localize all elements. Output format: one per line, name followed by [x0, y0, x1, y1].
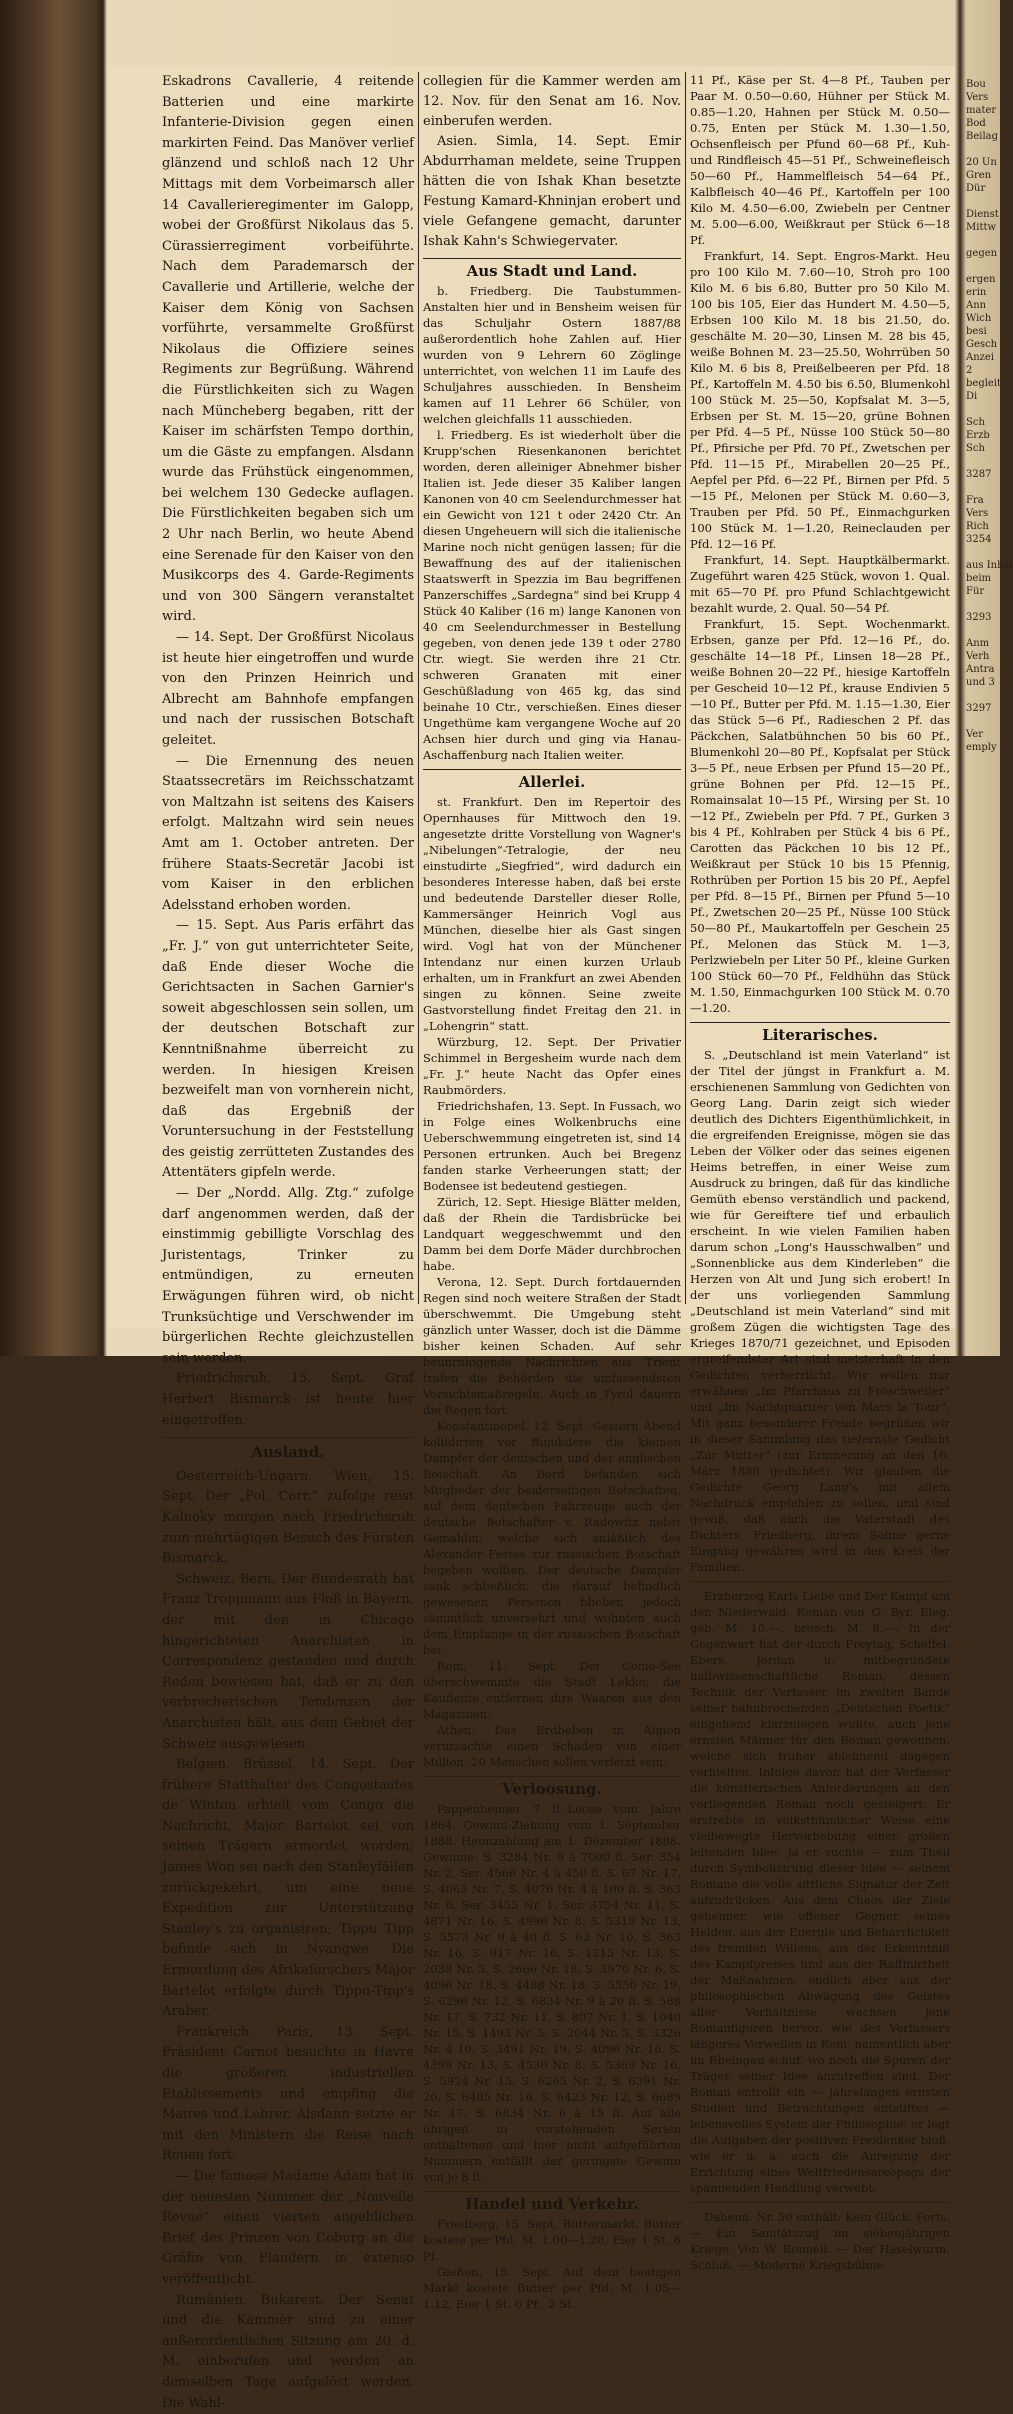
- paragraph: — 15. Sept. Aus Paris erfährt das „Fr. J.“ von gut unterrichteter Seite, daß Ende dieser Woche die Gerichtsacten in Sachen Garnier's soweit abgeschlossen sein sollen, um der deutschen Botschaft zur Kenntnißnahme überreicht zu werden. In hiesigen Kreisen bezweifelt man von vornherein nicht, daß das Ergebniß der Voruntersuchung in der Feststellung des geistig zerrütteten Zustandes des Attentäters gipfeln werde.: [162, 918, 414, 1181]
- divider: [690, 2202, 950, 2203]
- edge-fragment: 3287: [966, 469, 992, 480]
- edge-fragment: Anzei: [966, 352, 995, 363]
- column-middle: [423, 72, 681, 2311]
- adjacent-page-edge-text: [966, 78, 1013, 754]
- edge-fragment: [966, 234, 1000, 247]
- section-heading-allerlei: Allerlei.: [423, 769, 681, 790]
- edge-fragment: 3293: [966, 612, 992, 623]
- edge-fragment: [966, 143, 1000, 156]
- edge-fragment: [966, 715, 1000, 728]
- paragraph: Konstantinopel, 12. Sept. Gestern Abend kollidirten vor Bujukdere die kleinen Dampfer der deutschen und der englischen Botschaft. An Bord befanden sich Mitglieder der beiderseitigen Botschaften, auf dem deutschen Fahrzeuge auch der deutsche Botschafter v. Radowitz nebst Gemahlin, welche sich anläßlich des Alexander Festes zur russischen Botschaft begeben wollten. Der deutsche Dampfer sank schließlich, die darauf befindlich gewesenen Personen blieben jedoch sämmtlich unversehrt und wohnten auch dem Empfange in der russischen Botschaft bei.: [423, 1419, 681, 1657]
- edge-fragment: und 3: [966, 677, 995, 688]
- paragraph: — Die Ernennung des neuen Staatssecretärs im Reichsschatzamt von Maltzahn ist seitens des Kaisers erfolgt. Maltzahn wird sein neues Amt am 1. October antreten. Der frühere Staats-Secretär Jacobi ist vom Kaiser in den erblichen Adelsstand erhoben worden.: [162, 753, 414, 913]
- edge-fragment: Bod: [966, 118, 986, 129]
- paragraph: Frankreich. Paris, 13. Sept. Präsident Carnot besuchte in Havre die größeren industriellen Etablissements und empfing die Maires und Lehrer. Alsdann setzte er mit den Ministern die Reise nach Rouen fort.: [162, 2024, 414, 2164]
- paragraph: Zürich, 12. Sept. Hiesige Blätter melden, daß der Rhein die Tardisbrücke bei Landquart weggeschwemmt und den Damm bei dem Dorfe Mäder durchbrochen habe.: [423, 1195, 681, 1273]
- paragraph: Eskadrons Cavallerie, 4 reitende Batterien und eine markirte Infanterie-Division gegen einen markirten Feind. Das Manöver verlief glänzend und schloß nach 12 Uhr Mittags mit dem Vorbeimarsch aller 14 Cavallerieregimenter im Galopp, wobei der Großfürst Nikolaus das 5. Cürassierregiment vorbeiführte. Nach dem Parademarsch der Cavallerie und Artillerie, welche der Kaiser dem König von Sachsen vorführte, versammelte Großfürst Nikolaus die Offiziere seines Regiments zur Begrüßung. Während die Fürstlichkeiten sich zu Wagen nach Müncheberg begaben, ritt der Kaiser im schärfsten Tempo dorthin, um die Gäste zu empfangen. Alsdann wurde das Frühstück eingenommen, bei welchem 130 Gedecke auflagen. Die Fürstlichkeiten begaben sich um 2 Uhr nach Berlin, wo heute Abend eine Serenade für den Kaiser von den Musikcorps des 4. Garde-Regiments und von 300 Sängern veranstaltet wird.: [162, 74, 414, 625]
- edge-fragment: Vers: [966, 92, 989, 103]
- paragraph: 11 Pf., Käse per St. 4—8 Pf., Tauben per Paar M. 0.50—0.60, Hühner per Stück M. 0.85—1.20, Hahnen per Stück M. 0.50—0.75, Enten per Stück M. 1.30—1.50, Ochsenfleisch per Pfund 60—68 Pf., Kuh- und Rindfleisch 45—51 Pf., Schweinefleisch 50—60 Pf., Hammelfleisch 54—64 Pf., Kalbfleisch 40—46 Pf., Kartoffeln per 100 Kilo M. 4.50—6.00, Zwiebeln per Centner M. 5.00—6.00, Weißkraut per Stück 6—18 Pf.: [690, 73, 950, 247]
- edge-fragment: 20 Un: [966, 157, 997, 168]
- edge-fragment: Ann: [966, 300, 987, 311]
- edge-fragment: Gren: [966, 170, 992, 181]
- paragraph: Gießen, 15. Sept. Auf dem heutigen Markt kostete Butter per Pfd. M. 1.05—1.12, Eier 1 St. 6 Pf., 2 St.: [423, 2265, 681, 2311]
- paragraph: Frankfurt, 14. Sept. Hauptkälbermarkt. Zugeführt waren 425 Stück, wovon 1. Qual. mit 65—70 Pf. pro Pfund Schlachtgewicht bezahlt wurde, 2. Qual. 50—54 Pf.: [690, 553, 950, 615]
- edge-fragment: Verh: [966, 651, 990, 662]
- edge-fragment: Beilag: [966, 131, 999, 142]
- section-heading-stadt-und-land: Aus Stadt und Land.: [423, 258, 681, 279]
- edge-fragment: [966, 689, 1000, 702]
- edge-fragment: Ver: [966, 729, 984, 740]
- edge-fragment: begleit: [966, 378, 1002, 389]
- paragraph: collegien für die Kammer werden am 12. Nov. für den Senat am 16. Nov. einberufen werden.: [423, 74, 681, 129]
- edge-fragment: Bou: [966, 79, 986, 90]
- paragraph: Verona, 12. Sept. Durch fortdauernden Regen sind noch weitere Straßen der Stadt überschwemmt. Die Umgebung steht gänzlich unter Wasser, doch ist die Dämme bisher keinen Schaden. Auf sehr beunruhigende Nachrichten aus Trient trafen die Behörden die umfassendsten Vorsichtsmaßregeln. Auch in Tyrol dauern die Regen fort.: [423, 1275, 681, 1417]
- paragraph: Rom, 11. Sept. Der Como-See überschwemmte die Stadt Lekko; die Kaufleute entfernen ihre Waaren aus den Magazinen.: [423, 1659, 681, 1721]
- paragraph: — Der „Nordd. Allg. Ztg.“ zufolge darf angenommen werden, daß der einstimmig gebilligte Vorschlag des Juristentags, Trinker zu entmündigen, zu erneuten Erwägungen führen wird, ob nicht Trunksüchtige und Verschwender im bürgerlichen Rechte gleichzustellen sein werden.: [162, 1186, 414, 1366]
- edge-fragment: 2: [966, 365, 973, 376]
- paragraph: b. Friedberg. Die Taubstummen-Anstalten hier und in Bensheim weisen für das Schuljahr Ostern 1887/88 außerordentlich hohe Zahlen auf. Hier wurden von 9 Lehrern 60 Zöglinge unterrichtet, von welchen 11 im Laufe des Schuljahres ausschieden. In Bensheim kamen auf 11 Lehrer 66 Schüler, von welchen gleichfalls 11 ausschieden.: [423, 284, 681, 426]
- edge-fragment: ergen: [966, 274, 996, 285]
- section-heading-ausland: Ausland.: [162, 1437, 414, 1463]
- edge-fragment: 3254: [966, 534, 992, 545]
- paragraph: S. „Deutschland ist mein Vaterland“ ist der Titel der jüngst in Frankfurt a. M. erschienenen Sammlung von Gedichten von Georg Lang. Darin zeigt sich wieder deutlich des Dichters Eigenthümlichkeit, in die ergreifenden Ereignisse, mögen sie das Leben der Völker oder das seines eigenen Heims betreffen, in einer Weise zum Ausdruck zu bringen, daß für das kindliche Gemüth ebenso verständlich und packend, wie für Gereiftere tief und erbaulich erscheint. In wie vielen Familien haben darum schon „Long's Hausschwalben“ und „Sonnenblicke aus dem Kinderleben“ die Herzen von Alt und Jung sich erobert! In der uns vorliegenden Sammlung „Deutschland ist mein Vaterland“ sind mit großem Zügen die wichtigsten Tage des Krieges 1870/71 gezeichnet, und Episoden ergreifendster Art sind meisterhaft in den Gedichten verherrlicht. Wir wollen nur erwähnen „Im Pfarrhaus zu Fröschweiler“ und „Im Nachtquartier von Mars la Tour“. Mit ganz besonderer Freude begrüßen wir in dieser Sammlung das tiefernste Gedicht „Zur Mutter“ (zur Erinnerung an den 16. März 1888 gedichtet). Wir glauben die Gedichte Georg Lang's mit allem Nachdruck empfehlen zu sollen, und sind gewiß, daß auch die Vaterstadt des Dichters, Friedberg, ihrem Sohne gerne Eingang gewähren wird in den Kreis der Familien.: [690, 1048, 950, 1574]
- column-right: [690, 72, 950, 2272]
- divider: [690, 1581, 950, 1582]
- edge-fragment: Mittw: [966, 222, 997, 233]
- edge-fragment: [966, 624, 1000, 637]
- paragraph: — 14. Sept. Der Großfürst Nicolaus ist heute hier eingetroffen und wurde von den Prinzen Heinrich und Albrecht am Bahnhofe empfangen und nach der russischen Botschaft geleitet.: [162, 630, 414, 748]
- paragraph: Frankfurt, 14. Sept. Engros-Markt. Heu pro 100 Kilo M. 7.60—10, Stroh pro 100 Kilo M. 6 bis 6.80, Butter pro 50 Kilo M. 100 bis 105, Eier das Hundert M. 4.50—5, Erbsen 100 Kilo M. 18 bis 21.50, do. geschälte M. 20—30, Linsen M. 28 bis 45, weiße Bohnen M. 23—25.50, Wohrrüben 50 Kilo M. 6 bis 8, Preißelbeeren per Pfd. 18 Pf., Kartoffeln M. 4.50 bis 6.50, Blumenkohl 100 Stück M. 25—50, Kopfsalat M. 3—5, Erbsen per St. M. 15—20, grüne Bohnen per Pfd. 4—5 Pf., Nüsse 100 Stück 50—80 Pf., Pfirsiche per Pfd. 70 Pf., Zwetschen per Pfd. 11—15 Pf., Mirabellen 20—25 Pf., Aepfel per Pfd. 6—22 Pf., Birnen per Pfd. 5—15 Pf., Melonen per Stück M. 0.60—3, Trauben per Pfd. 50 Pf., Einmachgurken 100 Stück M. 1—1.20, Reineclauden per Pfd. 12—16 Pf.: [690, 249, 950, 551]
- edge-fragment: [966, 546, 1000, 559]
- paragraph: Rumänien. Bukarest. Der Senat und die Kammer sind zu einer außerordentlichen Sitzung am 20. d. M. einberufen und werden an demselben Tage aufgelöst werden. Die Wahl-: [162, 2292, 414, 2411]
- paragraph: Oesterreich-Ungarn. Wien, 15. Sept. Der „Pol. Corr.“ zufolge reist Kalnoky morgen nach Friedrichsruh zum mehrtägigen Besuch des Fürsten Bismarck.: [162, 1468, 414, 1567]
- column-left: [162, 72, 414, 2411]
- edge-fragment: Für: [966, 586, 985, 597]
- edge-fragment: Rich: [966, 521, 989, 532]
- edge-fragment: Sch: [966, 443, 985, 454]
- edge-fragment: Fra: [966, 495, 984, 506]
- edge-fragment: Anm: [966, 638, 990, 649]
- edge-fragment: Di: [966, 391, 978, 402]
- edge-fragment: besi: [966, 326, 987, 337]
- paragraph: Athen. Das Erdbeben in Aigion verursachte einen Schaden von einer Million. 20 Menschen sollen verletzt sein.: [423, 1723, 681, 1769]
- paragraph: Pappenheimer 7 fl.-Loose vom Jahre 1864. Gewinn-Ziehung vom 1. September 1888. Heimzahlung am 1. Dezember 1888. Gewinne: S. 3284 Nr. 9 à 7000 fl. Ser. 354 Nr. 2, Ser. 4566 Nr. 4 à 450 fl. S. 67 Nr. 17, S. 4065 Nr. 7, S. 4076 Nr. 4 à 100 fl. S. 363 Nr. 6, Ser. 3455 Nr. 1, Ser. 3754 Nr. 11, S. 4871 Nr. 16, S. 4996 Nr. 8, S. 5319 Nr. 13, S. 5573 Nr. 9 à 40 fl. S. 62 Nr. 10, S. 363 Nr. 16, S. 917 Nr. 16, S. 1215 Nr. 13, S. 2038 Nr. 5, S. 2666 Nr. 18, S. 3970 Nr. 6, S. 4096 Nr. 18, S. 4488 Nr. 18, S. 5550 Nr. 19, S. 6296 Nr. 12, S. 6834 Nr. 9 à 20 fl. S. 588 Nr. 17, S. 732 Nr. 11, S. 807 Nr. 1, S. 1040 Nr. 15, S. 1493 Nr. 5, S. 2044 Nr. 5, S. 3326 Nr. 4 10, S. 3491 Nr. 19, S. 4096 Nr. 16, S. 4399 Nr. 13, S. 4530 Nr. 8, S. 5369 Nr. 16, S. 5924 Nr. 15, S. 6265 Nr. 2, S. 6391 Nr. 20, S. 6405 Nr. 16, S. 6423 Nr. 12, S. 6689 Nr. 17, S. 6834 Nr. 6 à 15 fl. Auf alle übrigen in vorstehenden Serien enthaltenen und hier nicht aufgeführten Nummern entfällt der geringste Gewinn von je 8 fl.: [423, 1802, 681, 2184]
- edge-fragment: erin: [966, 287, 987, 298]
- section-heading-verloosung: Verloosung.: [423, 1776, 681, 1797]
- edge-fragment: Antra: [966, 664, 995, 675]
- edge-fragment: [966, 598, 1000, 611]
- paragraph: Erzherzog Karls Liebe und Der Kampf um den Niederwald. Roman von G. Byr. Eleg. geb. M. 10.—, brosch. M. 8.—. In der Gegenwart hat der durch Freytag, Scheffel, Ebers, Jordan u. mitbegründete halbwissenschaftliche Roman, dessen Technik der Verfasser im zweiten Bande seiner bahnbrechenden „Deutschen Poetik“ eingehend klarzulegen wußte, auch jene ernsten Männer für den Roman gewonnen, welche sich früher ablehnend dagegen verhielten. Infolge davon hat der Verfasser die künstlerischen Anforderungen an den vorliegenden Roman noch gesteigert. Er erstrebte in volksthümlicher Weise eine vielbewegte Hervorhebung einer großen leitenden Idee; ja er suchte — zum Theil durch Symbolisirung dieser Idee — seinem Romane die volle sittliche Signatur der Zeit aufzudrücken. Aus dem Chaos der Ziele geheimer, wie offener Gegner seines Helden, aus der Energie und Beharrlichkeit des fremden Willens, aus der Erkenntniß des Kampfpreises und aus der Raffinirtheit der Maßnahmen, endlich aber aus der philosophischen Abwägung des Geistes aller Verhältnisse wachsen jene Romanfiguren hervor, wie des Verfassers längeres Verweilen in Rom, namentlich aber im Rheingau schuf, wo noch die Spuren der Träger seiner Idee anzutreffen sind. Der Roman entrollt ein — jahrelangen ernsten Studien und Betrachtungen entstiftes — lebensvolles System der Philosophie; er legt die Aufgaben der positiven Freidenker bloß, wie er u. a. auch die Anregung der Errichtung eines Weltfriedensareopags der spannenden Handlung verwebt.: [690, 1589, 950, 2195]
- section-heading-literarisches: Literarisches.: [690, 1022, 950, 1043]
- edge-fragment: [966, 195, 1000, 208]
- edge-fragment: Erzb: [966, 430, 990, 441]
- edge-fragment: 3297: [966, 703, 992, 714]
- paragraph: Daheim. Nr. 50 enthält: Kein Glück. Forts. — Ein Sanitätszug im siebenjährigen Kriege. Von W. Bonnell. — Der Haselwurm. Schluß. — Moderne Kriegsbühne.: [690, 2210, 950, 2272]
- edge-fragment: Sch: [966, 417, 985, 428]
- paragraph: Friedberg, 15. Sept. Buttermarkt. Butter kostete per Pfd. M. 1.00—1.20, Eier 1 St. 6 Pf.: [423, 2217, 681, 2263]
- paragraph: l. Friedberg. Es ist wiederholt über die Krupp'schen Riesenkanonen berichtet worden, deren alleiniger Abnehmer bisher Italien ist. Jede dieser 35 Kaliber langen Kanonen von 40 cm Seelendurchmesser hat ein Gewicht von 121 t oder 2420 Ctr. An diesen Ungeheuern will sich die italienische Marine noch nicht genügen lassen; für die Bewaffnung des auf der italienischen Staatswerft in Spezzia im Bau begriffenen Panzerschiffes „Sardegna“ sind bei Krupp 4 Stück 40 Kaliber (16 m) lange Kanonen von 40 cm Seelendurchmesser in Bestellung gegeben, von denen jede 139 t oder 2780 Ctr. wiegt. Sie werden ihre 21 Ctr. schweren Granaten mit einer Geschüßladung von 465 kg, das sind beinahe 10 Ctr., verschießen. Eines dieser Ungethüme kam vergangene Woche auf 20 Achsen hier durch und ging via Hanau-Aschaffenburg nach Italien weiter.: [423, 428, 681, 762]
- edge-fragment: mater: [966, 105, 997, 116]
- paragraph: — Die famose Madame Adam hat in der neuesten Nummer der „Nouvelle Revue“ einen vierten angeblichen Brief des Prinzen von Coburg an die Gräfin von Flandern in extenso veröffentlicht.: [162, 2168, 414, 2287]
- section-heading-handel-und-verkehr: Handel und Verkehr.: [423, 2191, 681, 2212]
- paragraph: Schweiz. Bern. Der Bundesrath hat Franz Troppmann aus Floß in Bayern, der mit den in Chicago hingerichteten Anarchisten in Correspondenz gestanden und durch Reden bewiesen hat, daß er zu den verbrecherischen Tendenzen der Anarchisten hält, aus dem Gebiet der Schweiz ausgewiesen.: [162, 1571, 414, 1752]
- edge-fragment: [966, 403, 1000, 416]
- edge-fragment: aus Inhal: [966, 560, 1013, 571]
- paragraph: Asien. Simla, 14. Sept. Emir Abdurrhaman meldete, seine Truppen hätten die von Ishak Khan besetzte Festung Kamard-Khninjan erobert und viele Gefangene gemacht, darunter Ishak Kahn's Schwiegervater.: [423, 134, 681, 249]
- edge-fragment: beim: [966, 573, 991, 584]
- edge-fragment: [966, 481, 1000, 494]
- edge-fragment: [966, 455, 1000, 468]
- column-rule: [418, 72, 419, 1304]
- edge-fragment: Dienst: [966, 209, 999, 220]
- edge-fragment: [966, 260, 1000, 273]
- edge-fragment: Dür: [966, 183, 986, 194]
- edge-fragment: gegen: [966, 248, 998, 259]
- column-rule: [685, 72, 686, 1304]
- paragraph: Frankfurt, 15. Sept. Wochenmarkt. Erbsen, ganze per Pfd. 12—16 Pf., do. geschälte 14—18 Pf., Linsen 18—28 Pf., weiße Bohnen 20—22 Pf., hiesige Kartoffeln per Gescheid 10—12 Pf., krause Endivien 5—10 Pf., Butter per Pfd. M. 1.15—1.30, Eier das Stück 5—6 Pf., Radieschen 2 Pf. das Päckchen, Salatbühnchen 50 bis 60 Pf., Blumenkohl 20—80 Pf., Kopfsalat per Stück 3—5 Pf., neue Erbsen per Pfund 15—20 Pf., grüne Bohnen per Pfd. 12—15 Pf., Romainsalat 10—15 Pf., Wirsing per St. 10—12 Pf., Zwiebeln per Pfd. 7 Pf., Gurken 3 bis 4 Pf., Kohlraben per Stück 4 bis 6 Pf., Carotten das Päckchen 10 bis 12 Pf., Weißkraut per Stück 10 bis 15 Pfennig, Rothrüben per Portion 15 bis 20 Pf., Aepfel per Pfd. 8—15 Pf., Birnen per Pfund 5—10 Pf., Zwetschen 20—25 Pf., Nüsse 100 Stück 50—80 Pf., Maukartoffeln per Geschein 25 Pf., Melonen das Stück M. 1—3, Perlzwiebeln per Liter 50 Pf., kleine Gurken 100 Stück 60—70 Pf., Feldhühn das Stück M. 1.50, Einmachgurken 100 Stück M. 0.70—1.20.: [690, 617, 950, 1015]
- edge-fragment: Gesch: [966, 339, 998, 350]
- paragraph: Belgien. Brüssel, 14. Sept. Der frühere Statthalter des Congostaates de Winton erhielt vom Congo die Nachricht, Major Bartelot sei von seinen Trägern ermordet worden; James Won sei nach den Stanleyfällen zurückgekehrt, um eine neue Expedition zur Unterstützung Stanley's zu organisiren; Tippu Tipp befinde sich in Nyangwe. Die Ermordung des Afrikaforschers Major Bartelot erfolgte durch Tippu-Tipp's Araber.: [162, 1757, 414, 2020]
- paragraph: st. Frankfurt. Den im Repertoir des Opernhauses für Mittwoch den 19. angesetzte dritte Vorstellung von Wagner's „Nibelungen“-Tetralogie, der neu einstudirte „Siegfried“, wird dadurch ein besonderes Interesse haben, daß bei erste und bedeutende Darsteller dieser Rolle, Kammersänger Heinrich Vogl aus München, dieselbe hier als Gast singen wird. Vogl hat von der Münchener Intendanz nur einen kurzen Urlaub erhalten, um in Frankfurt an zwei Abenden singen zu können. Seine zweite Gastvorstellung findet Freitag den 21. in „Lohengrin“ statt.: [423, 795, 681, 1033]
- paragraph: Friedrichsruh, 15. Sept. Graf Herbert Bismarck ist heute hier eingetroffen.: [162, 1371, 414, 1428]
- paragraph: Friedrichshafen, 13. Sept. In Fussach, wo in Folge eines Wolkenbruchs eine Ueberschwemmung eingetreten ist, sind 14 Personen ertrunken. Auch bei Bregenz fanden starke Verheerungen statt; der Bodensee ist bedeutend gestiegen.: [423, 1099, 681, 1193]
- edge-fragment: emply: [966, 742, 997, 753]
- edge-fragment: Wich: [966, 313, 992, 324]
- paragraph: Würzburg, 12. Sept. Der Privatier Schimmel in Bergesheim wurde nach dem „Fr. J.“ heute Nacht das Opfer eines Raubmörders.: [423, 1035, 681, 1097]
- edge-fragment: Vers: [966, 508, 989, 519]
